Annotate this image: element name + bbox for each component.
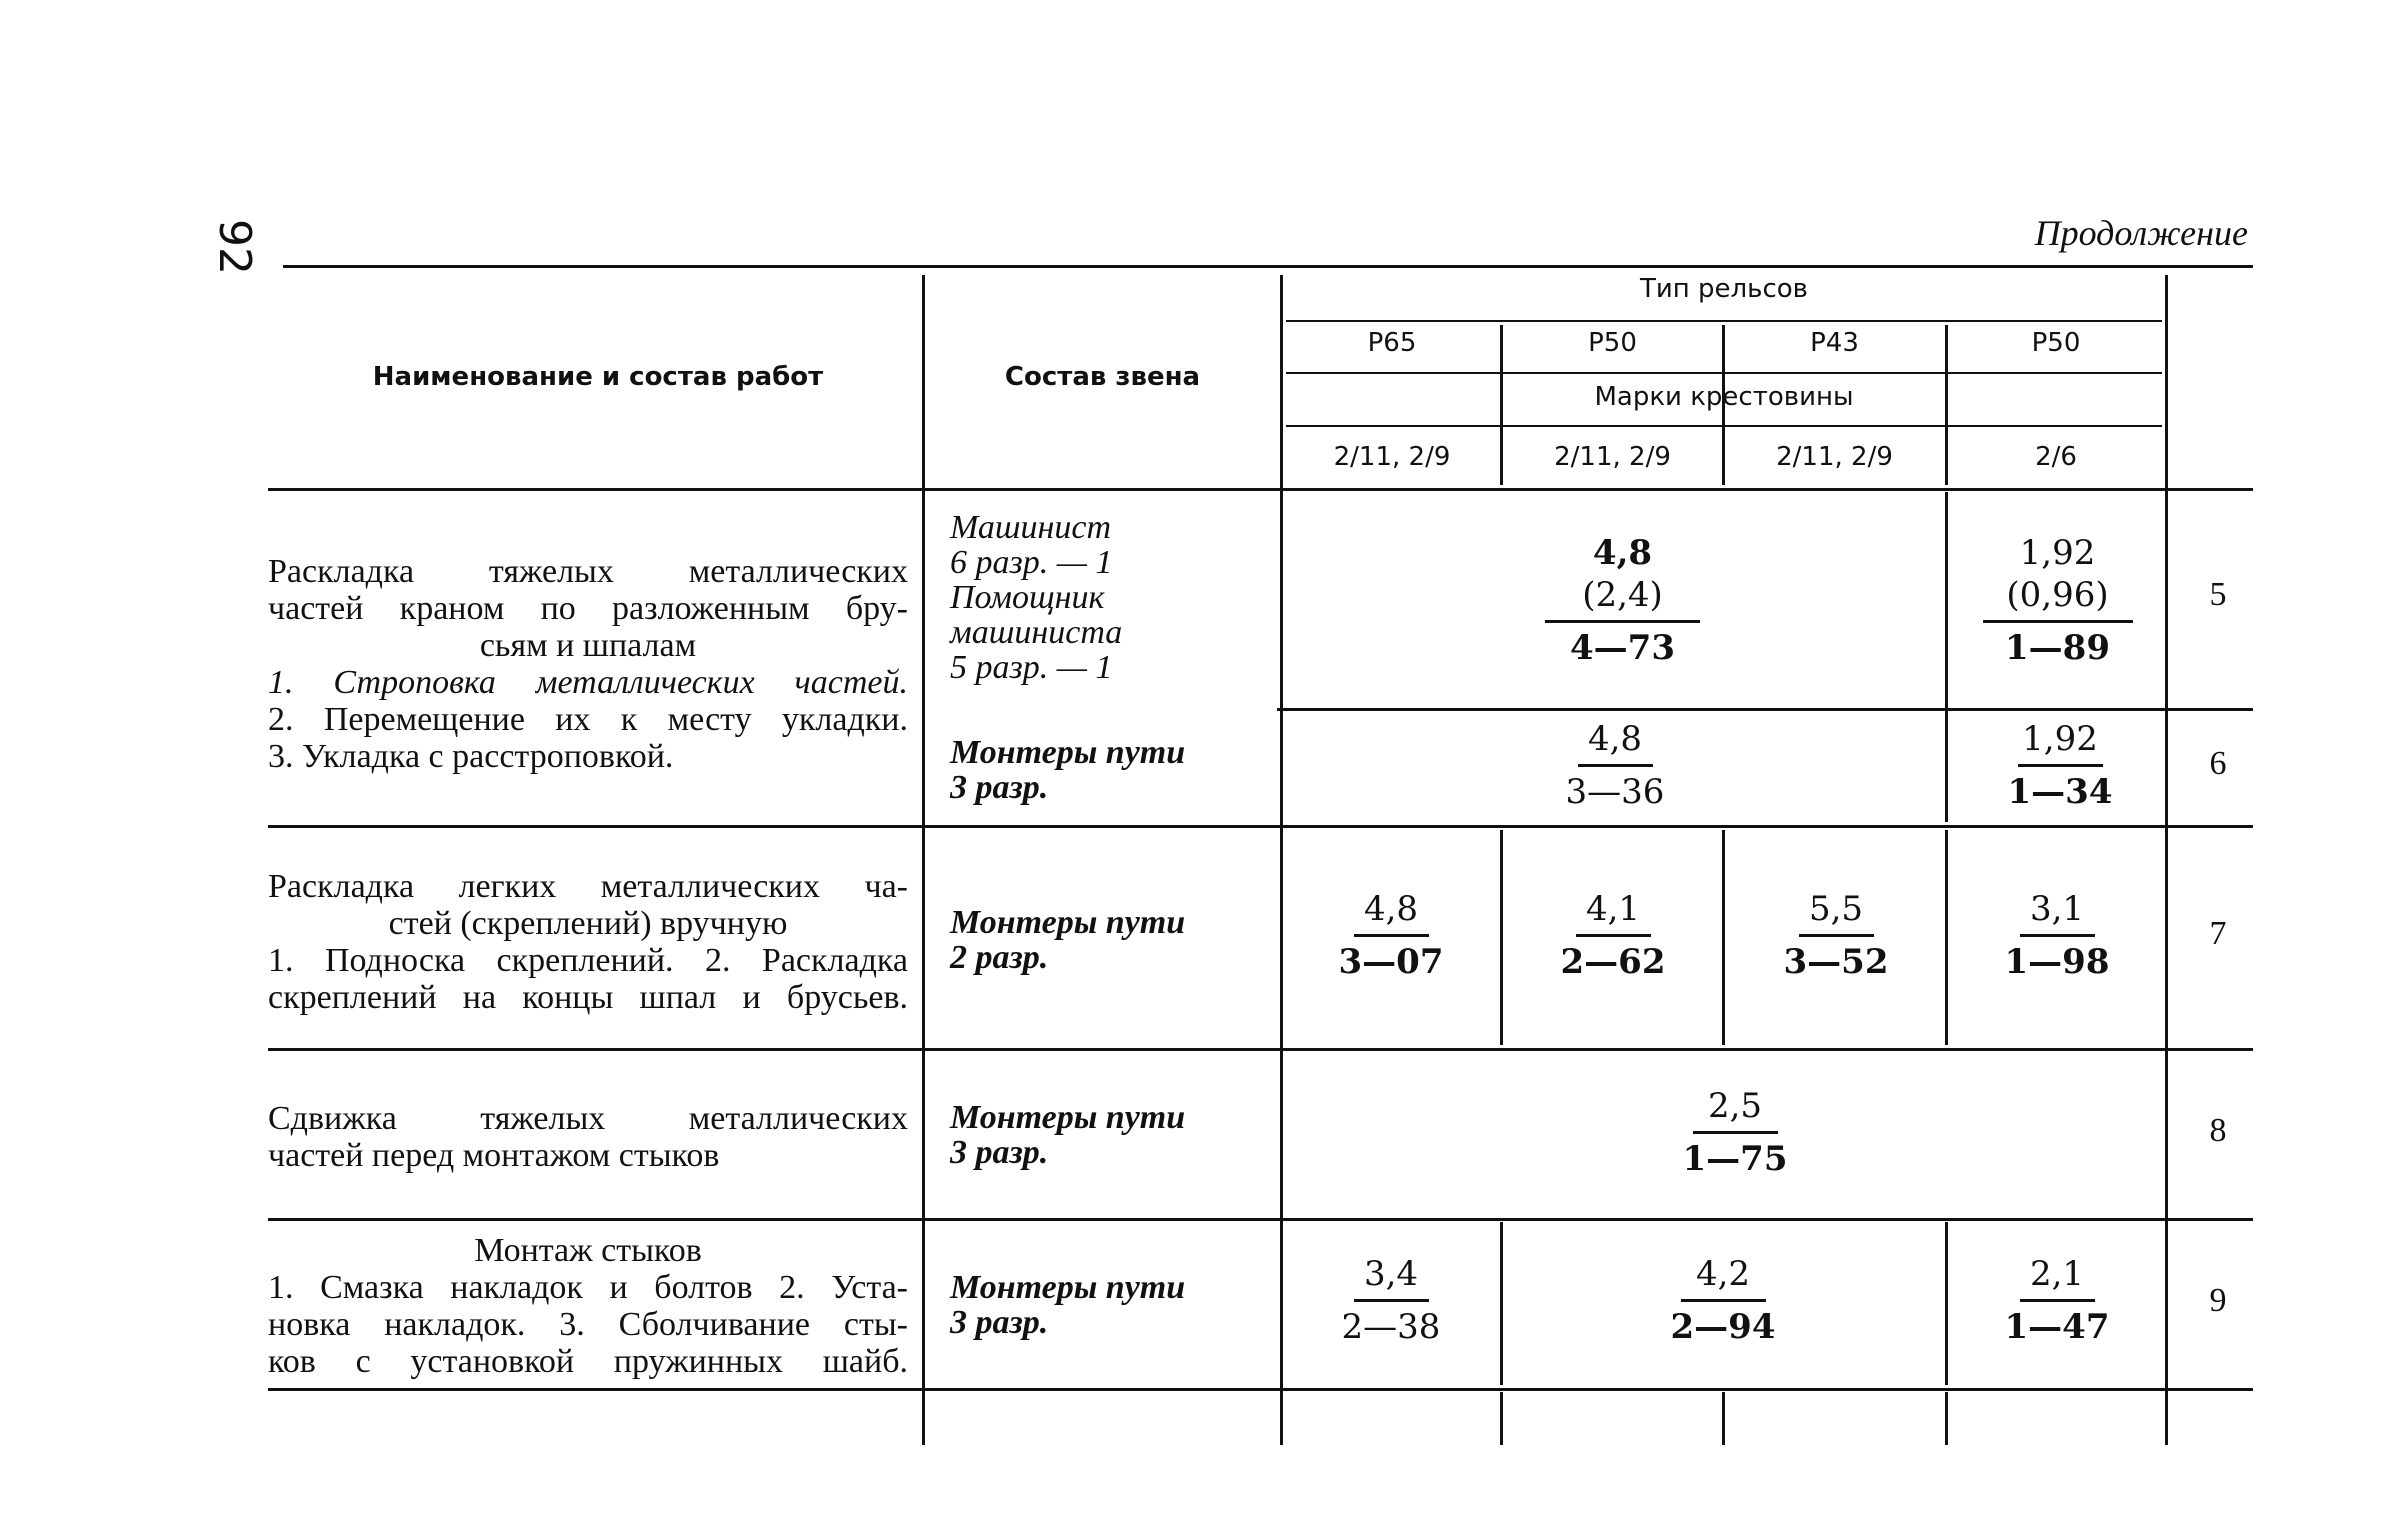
header-rule-rail-type [1286, 320, 2162, 322]
col-divider-work [922, 275, 925, 1445]
header-work: Наименование и состав работ [372, 362, 824, 392]
work-desc-group1: Раскладка тяжелых металлических частей краном по разложенным бру- сьям и шпалам 1. Строповка металлических частей. 2. Перемещение их к месту укладки. 3. Укладка с расстроповкой. [268, 553, 908, 775]
header-mark-3: 2/11, 2/9 [1776, 442, 1893, 472]
crew-row9: Монтеры пути 3 разр. [950, 1269, 1186, 1341]
col-divider-foot-c2 [1722, 1392, 1725, 1445]
work-desc-row9: Монтаж стыков 1. Смазка накладок и болтов 2. Уста- новка накладок. 3. Сболчивание сты- ков с установкой пружинных шайб. [268, 1232, 908, 1380]
header-rail-4: Р50 [2031, 328, 2081, 358]
row-group1-rule [268, 825, 2253, 828]
row8-rule [268, 1218, 2253, 1221]
col-divider-r7-c1 [1500, 830, 1503, 1045]
col-divider-r9-c3 [1945, 1222, 1948, 1385]
row-number-5: 5 [2209, 576, 2227, 613]
header-rail-2: Р50 [1588, 328, 1637, 358]
norm-row7-p50-2: 3,1 1—98 [2004, 889, 2110, 982]
norm-row7-p43: 5,5 3—52 [1783, 889, 1889, 982]
col-divider-r7-c2 [1722, 830, 1725, 1045]
header-crew: Состав звена [1004, 362, 1201, 392]
row-number-8: 8 [2209, 1112, 2227, 1149]
crew-row8: Монтеры пути 3 разр. [950, 1099, 1186, 1171]
row7-rule [268, 1048, 2253, 1051]
crew-row6: Монтеры пути 3 разр. [950, 734, 1186, 806]
table-top-rule [283, 265, 2253, 268]
norm-row7-p50: 4,1 2—62 [1560, 889, 1666, 982]
header-mark-1: 2/11, 2/9 [1333, 442, 1451, 472]
col-divider-num [2165, 275, 2168, 1445]
page-number: 92 [209, 219, 260, 275]
col-divider-crew [1280, 275, 1283, 1445]
crew-row7: Монтеры пути 2 разр. [950, 904, 1186, 976]
crew-row5: Машинист 6 разр. — 1 Помощник машиниста 5 разр. — 1 [950, 509, 1123, 686]
norm-row8-all: 2,5 1—75 [1682, 1086, 1788, 1179]
header-rail-1: Р65 [1367, 328, 1417, 358]
header-mark-2: 2/11, 2/9 [1554, 442, 1671, 472]
header-crossing-marks: Марки крестовины [1594, 382, 1854, 412]
header-bottom-rule [268, 488, 2253, 491]
continuation-label: Продолжение [2034, 213, 2248, 253]
row-number-7: 7 [2209, 915, 2227, 952]
norm-row9-p50-2: 2,1 1—47 [2004, 1254, 2110, 1347]
col-divider-foot-c1 [1500, 1392, 1503, 1445]
work-desc-row8: Сдвижка тяжелых металлических частей перед монтажом стыков [268, 1100, 908, 1174]
col-divider-foot-c3 [1945, 1392, 1948, 1445]
row-number-6: 6 [2209, 745, 2227, 782]
row5-6-rule [1277, 708, 2253, 711]
header-rail-type: Тип рельсов [1639, 274, 1808, 304]
norm-row5-side: 1,92 (0,96) 1—89 [1975, 532, 2140, 669]
norm-row5-main: 4,8 (2,4) 4—73 [1500, 532, 1745, 669]
work-desc-row7: Раскладка легких металлических ча- стей (скреплений) вручную 1. Подноска скреплений. 2. Раскладка скреплений на концы шпал и брусьев. [268, 868, 908, 1016]
row-number-9: 9 [2209, 1282, 2227, 1319]
norm-row9-p65: 3,4 2—38 [1341, 1254, 1441, 1347]
norm-row6-side: 1,92 1—34 [2007, 719, 2113, 812]
table-bottom-rule [268, 1388, 2253, 1391]
header-rail-3: Р43 [1810, 328, 1859, 358]
header-mark-4: 2/6 [2035, 442, 2077, 472]
norm-row6-main: 4,8 3—36 [1565, 719, 1665, 812]
col-divider-side-g1 [1945, 492, 1948, 822]
col-divider-r9-c1 [1500, 1222, 1503, 1385]
norm-row9-p50-p43: 4,2 2—94 [1670, 1254, 1776, 1347]
col-divider-r7-c3 [1945, 830, 1948, 1045]
norm-row7-p65: 4,8 3—07 [1338, 889, 1444, 982]
